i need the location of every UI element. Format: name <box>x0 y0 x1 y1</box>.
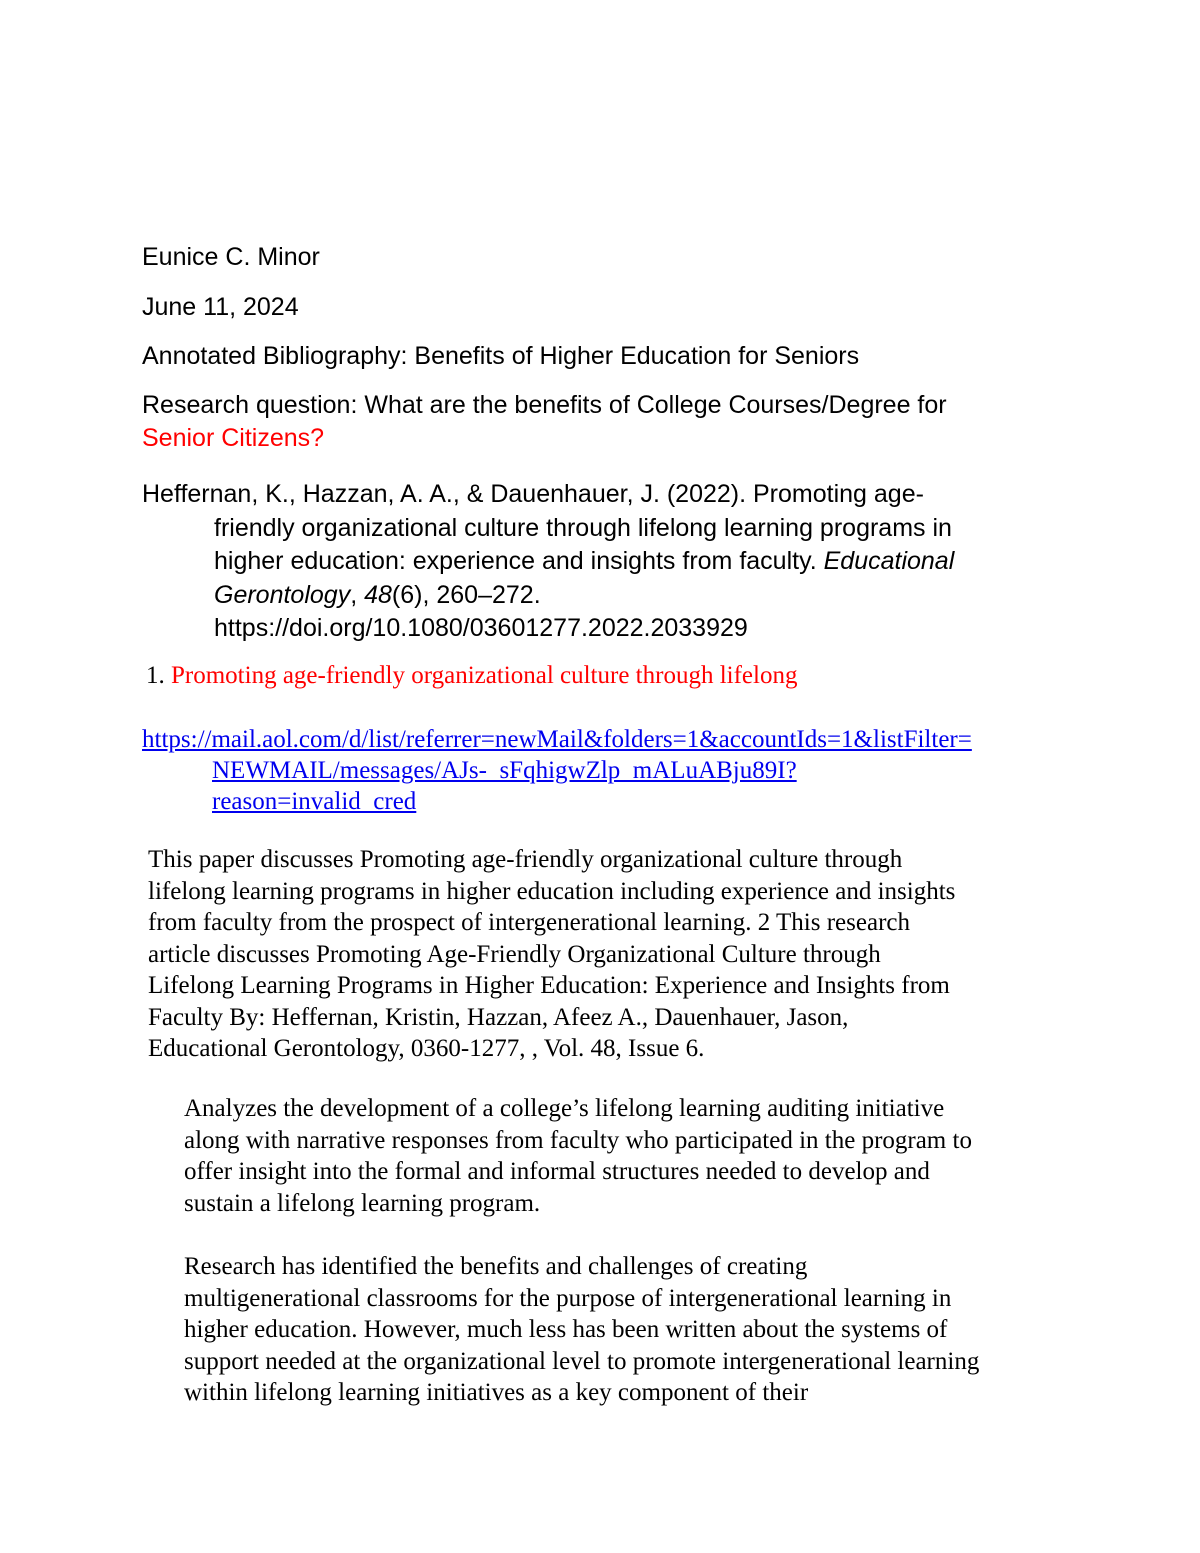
paragraph-line: from faculty from the prospect of intergenerational learning. 2 This research <box>148 909 910 936</box>
apa-citation <box>142 478 1042 646</box>
citation-line-3 <box>142 545 1042 579</box>
paragraph-line: Lifelong Learning Programs in Higher Education: Experience and Insights from <box>148 972 950 999</box>
citation-doi: https://doi.org/10.1080/03601277.2022.2033929 <box>214 614 748 642</box>
paragraph-line: Faculty By: Heffernan, Kristin, Hazzan, Afeez A., Dauenhauer, Jason, <box>148 1003 849 1031</box>
paragraph-line: sustain a lifelong learning program. <box>184 1189 541 1217</box>
citation-journal-end: Gerontology <box>214 580 351 609</box>
paragraph-line: lifelong learning programs in higher education including experience and insights <box>148 877 956 905</box>
mail-link-line-2[interactable]: NEWMAIL/messages/AJs-_sFqhigwZlp_mALuABju89I? <box>212 757 797 784</box>
document-date: June 11, 2024 <box>142 293 299 321</box>
mail-link[interactable] <box>142 724 1062 817</box>
citation-volume: 48 <box>364 580 392 609</box>
citation-separator: , <box>350 580 365 609</box>
paragraph-line: higher education. However, much less has been written about the systems of <box>184 1316 948 1343</box>
research-paragraph <box>184 1251 1084 1409</box>
citation-line-1: Heffernan, K., Hazzan, A. A., & Dauenhauer, J. (2022). Promoting age- <box>142 480 924 508</box>
citation-journal-start: Educational <box>823 547 955 575</box>
list-item-number: 1. <box>146 662 165 689</box>
paragraph-line: Research has identified the benefits and challenges of creating <box>184 1253 808 1280</box>
paragraph-line: within lifelong learning initiatives as a key component of their <box>184 1379 809 1406</box>
paragraph-line: support needed at the organizational level to promote intergenerational learning <box>184 1347 980 1375</box>
research-question-line-2: Senior Citizens? <box>142 424 325 452</box>
paragraph-line: Analyzes the development of a college’s lifelong learning auditing initiative <box>184 1095 945 1122</box>
citation-line-2: friendly organizational culture through lifelong learning programs in <box>214 513 952 542</box>
paragraph-line: offer insight into the formal and informal structures needed to develop and <box>184 1158 930 1185</box>
mail-link-line-3[interactable]: reason=invalid_cred <box>212 788 417 815</box>
paragraph-line: along with narrative responses from faculty who participated in the program to <box>184 1126 972 1154</box>
list-item-text: Promoting age-friendly organizational culture through lifelong <box>171 662 798 689</box>
citation-issue-pages: (6), 260–272. <box>391 580 541 609</box>
analysis-paragraph <box>184 1093 1064 1219</box>
mail-link-line-1[interactable]: https://mail.aol.com/d/list/referrer=newMail&folders=1&accountIds=1&listFilter= <box>142 726 972 753</box>
document-title: Annotated Bibliography: Benefits of Higher Education for Seniors <box>142 342 860 370</box>
research-question-line-1: Research question: What are the benefits of College Courses/Degree for <box>142 391 947 419</box>
citation-line-4 <box>142 579 1042 613</box>
paragraph-line: multigenerational classrooms for the purpose of intergenerational learning in <box>184 1284 952 1312</box>
author-name: Eunice C. Minor <box>142 243 320 271</box>
paragraph-line: This paper discusses Promoting age-friendly organizational culture through <box>148 846 903 873</box>
paragraph-line: article discusses Promoting Age-Friendly Organizational Culture through <box>148 940 881 968</box>
summary-paragraph <box>148 844 1048 1065</box>
citation-article-title-end: higher education: experience and insights from faculty. <box>214 547 824 575</box>
paragraph-line: Educational Gerontology, 0360-1277, , Vol. 48, Issue 6. <box>148 1035 705 1062</box>
numbered-list-item <box>146 662 797 690</box>
